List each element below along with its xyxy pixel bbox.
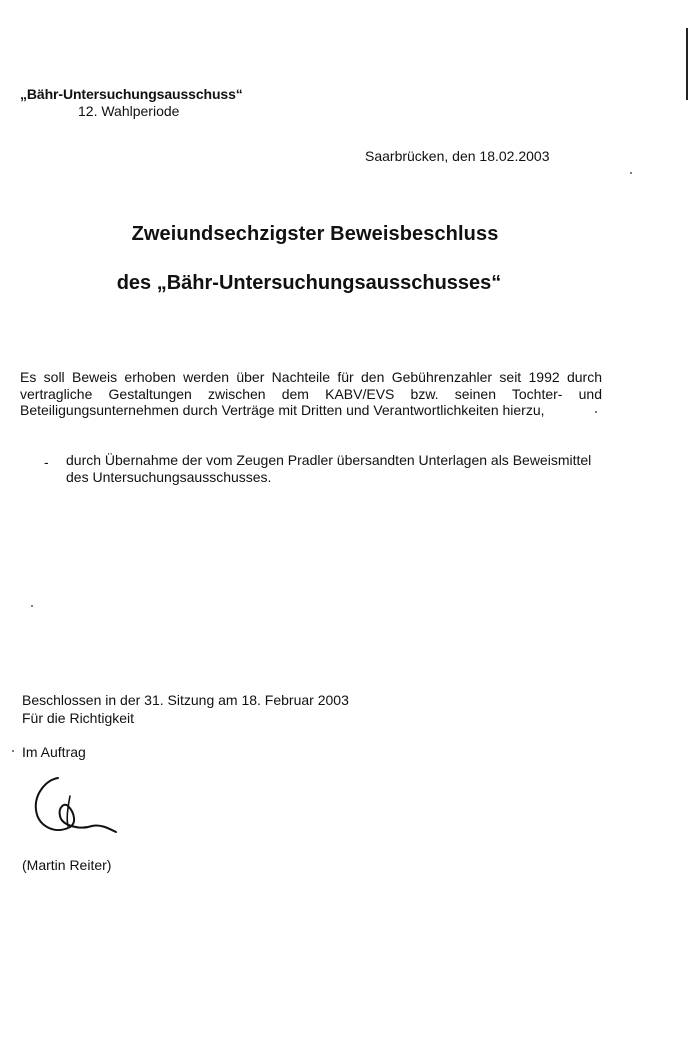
correctness-statement: Für die Richtigkeit — [22, 710, 135, 726]
signer-name: (Martin Reiter) — [22, 857, 112, 873]
scan-speck — [31, 605, 33, 607]
committee-name: „Bähr-Untersuchungsausschuss“ — [20, 86, 243, 102]
on-behalf-label: Im Auftrag — [22, 744, 86, 760]
scan-edge-mark — [686, 28, 688, 100]
legislative-period: 12. Wahlperiode — [78, 103, 180, 119]
handwritten-signature — [28, 772, 128, 842]
scan-speck — [630, 172, 632, 174]
place-date: Saarbrücken, den 18.02.2003 — [365, 148, 550, 164]
bullet-marker: - — [44, 454, 49, 470]
resolution-paragraph: Es soll Beweis erhoben werden über Nachteile für den Gebührenzahler seit 1992 durch vertragliche Gestaltungen zwischen dem KABV/EVS bzw. seinen Tochter- und Beteiligungsunternehmen durch Verträge mit Dritten und Verantwortlichkeiten hierzu, — [20, 369, 602, 418]
bullet-item: durch Übernahme der vom Zeugen Pradler übersandten Unterlagen als Beweismittel des Untersuchungsausschusses. — [66, 452, 592, 485]
scan-speck — [12, 750, 14, 752]
resolved-statement: Beschlossen in der 31. Sitzung am 18. Februar 2003 — [22, 692, 349, 708]
document-title: Zweiundsechzigster Beweisbeschluss — [131, 223, 499, 245]
document-subtitle: des „Bähr-Untersuchungsausschusses“ — [116, 272, 502, 294]
